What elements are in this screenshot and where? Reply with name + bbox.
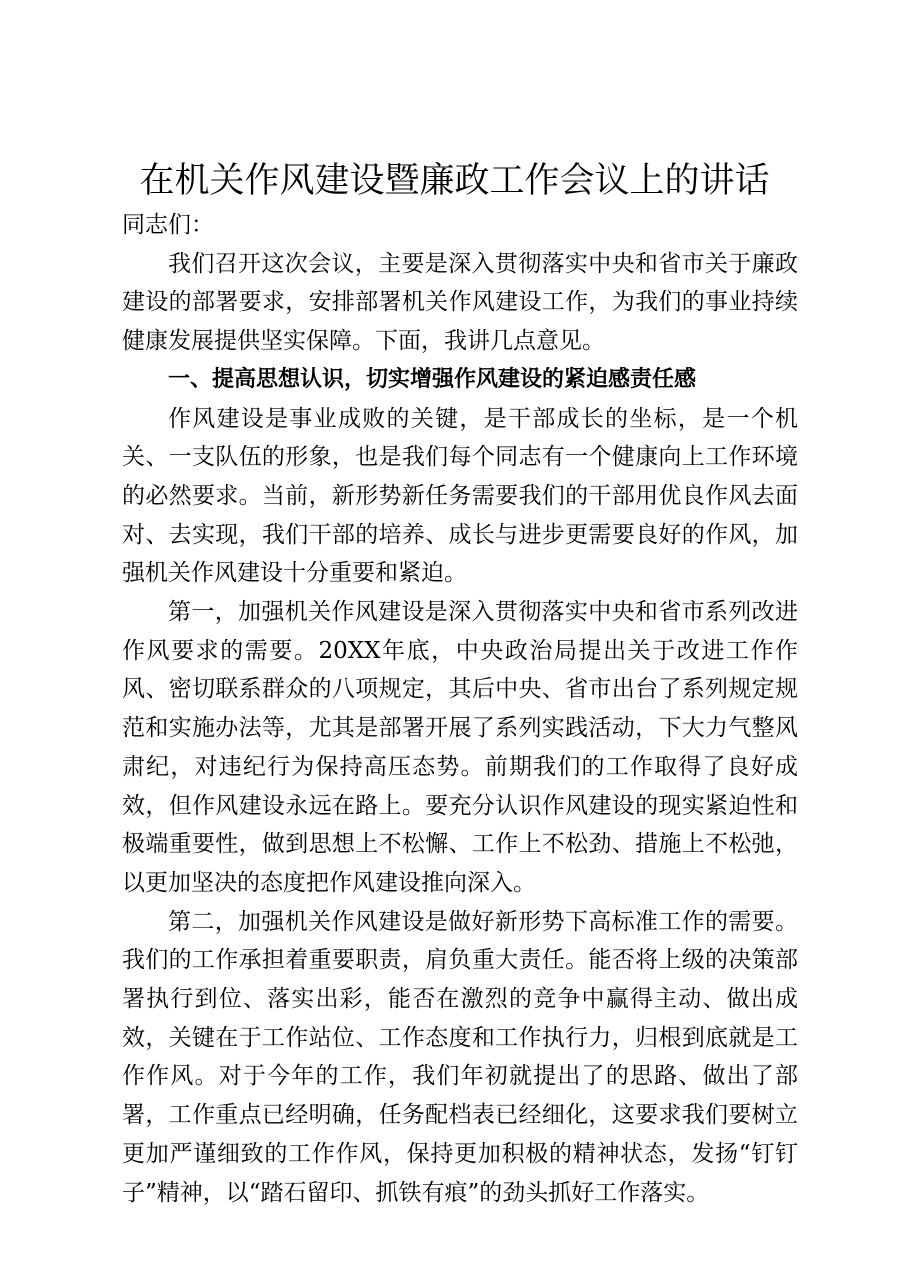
section-heading: 一、提高思想认识，切实增强作风建设的紧迫感责任感 — [168, 366, 697, 392]
salutation: 同志们： — [122, 212, 214, 238]
paragraph-point-one: 第一，加强机关作风建设是深入贯彻落实中央和省市系列改进作风要求的需要。20XX年底，中央政治局提出关于改进工作作风、密切联系群众的八项规定，其后中央、省市出台了系列规定规范和实施办法等，尤其是部署开展了系列实践活动，下大力气整风肃纪，对违纪行为保持高压态势。前期我们的工作取得了良好成效，但作风建设永远在路上。要充分认识作风建设的现实紧迫性和极端重要性，做到思想上不松懈、工作上不松劲、措施上不松弛，以更加坚决的态度把作风建设推向深入。 — [122, 599, 798, 896]
paragraph-point-two: 第二，加强机关作风建设是做好新形势下高标准工作的需要。我们的工作承担着重要职责，肩负重大责任。能否将上级的决策部署执行到位、落实出彩，能否在激烈的竞争中赢得主动、做出成效，关键在于工作站位、工作态度和工作执行力，归根到底就是工作作风。对于今年的工作，我们年初就提出了的思路、做出了部署，工作重点已经明确，任务配档表已经细化，这要求我们要树立更加严谨细致的工作作风，保持更加积极的精神状态，发扬“钉钉子”精神，以“踏石留印、抓铁有痕”的劲头抓好工作落实。 — [122, 908, 798, 1206]
paragraph-intro: 我们召开这次会议，主要是深入贯彻落实中央和省市关于廉政建设的部署要求，安排部署机关作风建设工作，为我们的事业持续健康发展提供坚实保障。下面，我讲几点意见。 — [122, 250, 798, 355]
document-title: 在机关作风建设暨廉政工作会议上的讲话 — [139, 161, 770, 201]
paragraph-overview: 作风建设是事业成败的关键，是干部成长的坐标，是一个机关、一支队伍的形象，也是我们每个同志有一个健康向上工作环境的必然要求。当前，新形势新任务需要我们的干部用优良作风去面对、去实现，我们干部的培养、成长与进步更需要良好的作风，加强机关作风建设十分重要和紧迫。 — [122, 405, 798, 587]
document-body — [122, 206, 798, 1212]
